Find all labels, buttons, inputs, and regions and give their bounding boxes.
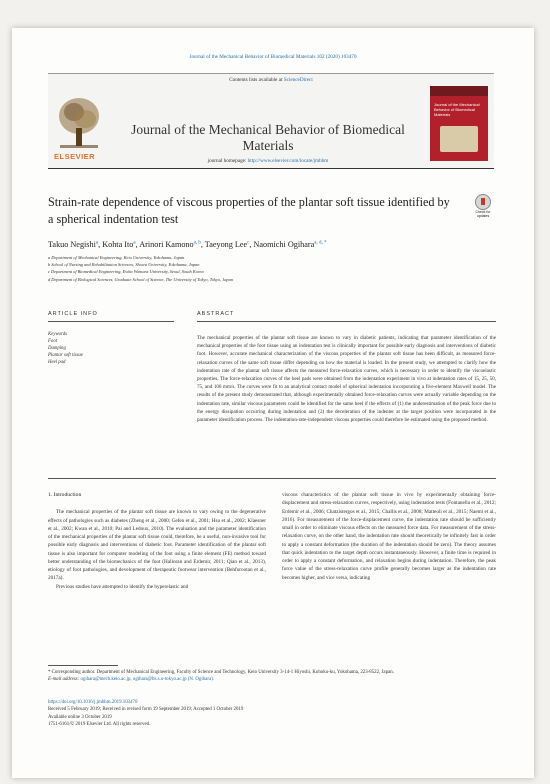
body-right-column	[282, 491, 496, 582]
sciencedirect-link[interactable]: ScienceDirect	[283, 77, 313, 83]
crossmark-button[interactable]	[474, 194, 492, 216]
homepage-link[interactable]: http://www.elsevier.com/locate/jmbbm	[247, 158, 329, 164]
footnotes	[48, 669, 496, 683]
crossmark-icon	[475, 194, 491, 210]
keyword-item: Heel pad	[48, 360, 66, 365]
publication-info	[48, 699, 496, 728]
author-affil-mark[interactable]: a, b	[193, 240, 201, 246]
affiliation-item: d Department of Biological Sciences, Graduate School of Science, The University of Tokyo, Tokyo, Japan	[48, 276, 234, 282]
journal-header	[48, 73, 494, 169]
abstract-text: The mechanical properties of the plantar soft tissue are known to vary in diabetic patients, indicating that parameter identification of the mechanical properties of the foot tissue using an indentation test is clinically important for possible early diagnosis and interventions of diabetic foot. However, accurate mechanical characterization of the viscous properties of the plantar soft tissue has been difficult, as measured force-relaxation curves of the same soft tissue differ depending on how the material is loaded. In the present study, we attempted to clarify how the indentation rate of the plantar soft tissue affects the measured force-relaxation curves, which is necessary in order to identify the viscoelastic properties. The force-relaxation curves of the heel pads were obtained from the indentation experiment in vivo at indentation rates of 15, 25, 50, 75, and 100 mm/s. The curves were fit to an analytical contact model of spherical indentation incorporating a five-element Maxwell model. The results of the present study demonstrated that, although experimentally obtained force-relaxation curves were actually variable depending on the indentation rate, similar viscous parameters could be identified for the same heel if the effects of (1) the underestimation of the peak force due to the energy dissipation occurring during indentation and (2) the deceleration of the indenter at the target position were incorporated in the parameter identification process. The indentation-rate-independent viscous properties could therefore be estimated using the proposed method.	[197, 335, 496, 424]
doi-link[interactable]: https://doi.org/10.1016/j.jmbbm.2019.103470	[48, 700, 138, 705]
affiliation-item: c Department of Biomedical Engineering, Ewha Womans University, Seoul, South Korea	[48, 269, 204, 275]
crossmark-label: Check for updates	[475, 210, 491, 218]
body-paragraph: The mechanical properties of the plantar soft tissue are known to vary owing to the degenerative effects of pathologies such as diabetes (Zheng et al., 2000; Gefen et al., 2001; Hsu et al., 2002; Klaesner et al., 2002; Kwan et al., 2010; Pai and Ledoux, 2010). The evaluation and the parameter identification of the mechanical properties of the plantar soft tissue could, therefore, be a useful, non-invasive tool for possible early diagnosis and interventions of diabetic foot. Parameter identification of the plantar soft tissue is also important for computer modeling of the foot using a finite element (FE) method toward better understanding of the biomechanics of the foot (Halloran and Erdemir, 2011; Qian et al., 2013), etiology of foot pathologies, and development of therapeutic footwear intervention (Behforootan et al., 2017a).	[48, 509, 266, 582]
author-affil-mark[interactable]: a, d, *	[314, 240, 327, 246]
body-paragraph: viscous characteristics of the plantar soft tissue in vivo by experimentally obtaining force-displacement and stress-relaxation curves, respectively, using indentation tests (Fontanella et al., 2012; Erdemir et al., 2006; Chatzistergos et al., 2015; Challis et al., 2008; Matteoli et al., 2015; Naemi et al., 2016). For measurement of the force-displacement curve, the indentation rate should be sufficiently small in order to eliminate viscous effects on the measured force data. For measurement of the stress-relaxation curve, on the other hand, the indentation rate should theoretically be infinitely fast in order to apply a constant deformation (the duration of the indentation should be zero). The theory assumes that quick indentation to the target depth occurs instantaneously. However, a finite time is required in order to apply a constant deformation, and relaxation begins during indentation. Therefore, the peak force value of the stress-relaxation curve profile generally becomes larger as the indentation rate becomes higher, and vice versa, indicating	[282, 492, 496, 581]
corresponding-author-note: * Corresponding author. Department of Mechanical Engineering, Faculty of Science and Technology, Keio University 3-14-1 Hiyoshi, Kohoku-ku, Yokohama, 223-8522, Japan.	[48, 670, 394, 675]
affiliation-item: b School of Nursing and Rehabilitation Sciences, Showa University, Yokohama, Japan	[48, 262, 200, 268]
affiliations	[48, 254, 474, 283]
abstract-rule	[197, 321, 496, 322]
elsevier-tree-logo	[54, 92, 104, 152]
email-label: E-mail address:	[48, 677, 80, 683]
keywords-block	[48, 331, 148, 366]
affiliation-item: a Department of Mechanical Engineering, Keio University, Yokohama, Japan	[48, 255, 185, 260]
author-affil-mark[interactable]: c	[247, 240, 250, 246]
cover-image	[440, 126, 478, 152]
author-name[interactable]: Takuo Negishi	[48, 240, 96, 249]
keywords-label: Keywords	[48, 332, 68, 337]
body-left-column	[48, 491, 266, 591]
contents-prefix: Contents lists available at	[229, 77, 283, 83]
abstract-bottom-rule	[48, 478, 496, 479]
article-title: Strain-rate dependence of viscous properties of the plantar soft tissue identified by a spherical indentation test	[48, 195, 450, 226]
author-name[interactable]: Kohta Ito	[102, 240, 134, 249]
author-list: Takuo Negishi$^a$, Kohta Ito$^a$, Arinori Kamono$^{a, b}$, Taeyong Lee$^c$, Naomichi Ogihara$^{a, d, *}$	[48, 240, 327, 249]
article-info-rule	[48, 321, 174, 322]
received-dates: Received 5 February 2019; Received in revised form 19 September 2019; Accepted 1 October 2019	[48, 707, 244, 713]
journal-homepage	[116, 158, 420, 164]
email-line	[48, 676, 496, 683]
keyword-item: Plantar soft tissue	[48, 353, 83, 358]
author-name[interactable]: Arinori Kamono	[139, 240, 194, 249]
journal-title: Journal of the Mechanical Behavior of Biomedical Materials	[131, 122, 405, 153]
copyright: 1751-6161/© 2019 Elsevier Ltd. All rights reserved.	[48, 721, 151, 727]
publisher-name: ELSEVIER	[54, 152, 96, 161]
author-affil-mark[interactable]: a	[95, 240, 99, 246]
article-page	[12, 28, 534, 778]
author-affil-mark[interactable]: a	[133, 240, 136, 246]
homepage-prefix: journal homepage:	[207, 158, 247, 164]
keyword-item: Damping	[48, 346, 66, 351]
body-paragraph: Previous studies have attempted to identify the hyperelastic and	[56, 583, 189, 590]
footnote-rule	[48, 665, 118, 666]
section-heading: 1. Introduction	[48, 492, 82, 498]
journal-citation-link[interactable]: Journal of the Mechanical Behavior of Biomedical Materials 102 (2020) 103470	[189, 54, 357, 60]
author-name[interactable]: Naomichi Ogihara	[253, 240, 315, 249]
article-info-heading: ARTICLE INFO	[48, 311, 98, 317]
abstract-heading: ABSTRACT	[197, 311, 235, 317]
email-links[interactable]: ogihara@mech.keio.ac.jp, ogihara@bs.s.u-tokyo.ac.jp (N. Ogihara).	[80, 677, 214, 683]
cover-strip	[430, 86, 488, 96]
journal-cover-thumbnail[interactable]	[430, 86, 488, 161]
author-name[interactable]: Taeyong Lee	[204, 240, 248, 249]
available-online: Available online 3 October 2019	[48, 714, 112, 720]
contents-line	[48, 77, 494, 83]
cover-title: Journal of the Mechanical Behavior of Biomedical Materials	[434, 102, 480, 118]
keyword-item: Foot	[48, 339, 58, 344]
